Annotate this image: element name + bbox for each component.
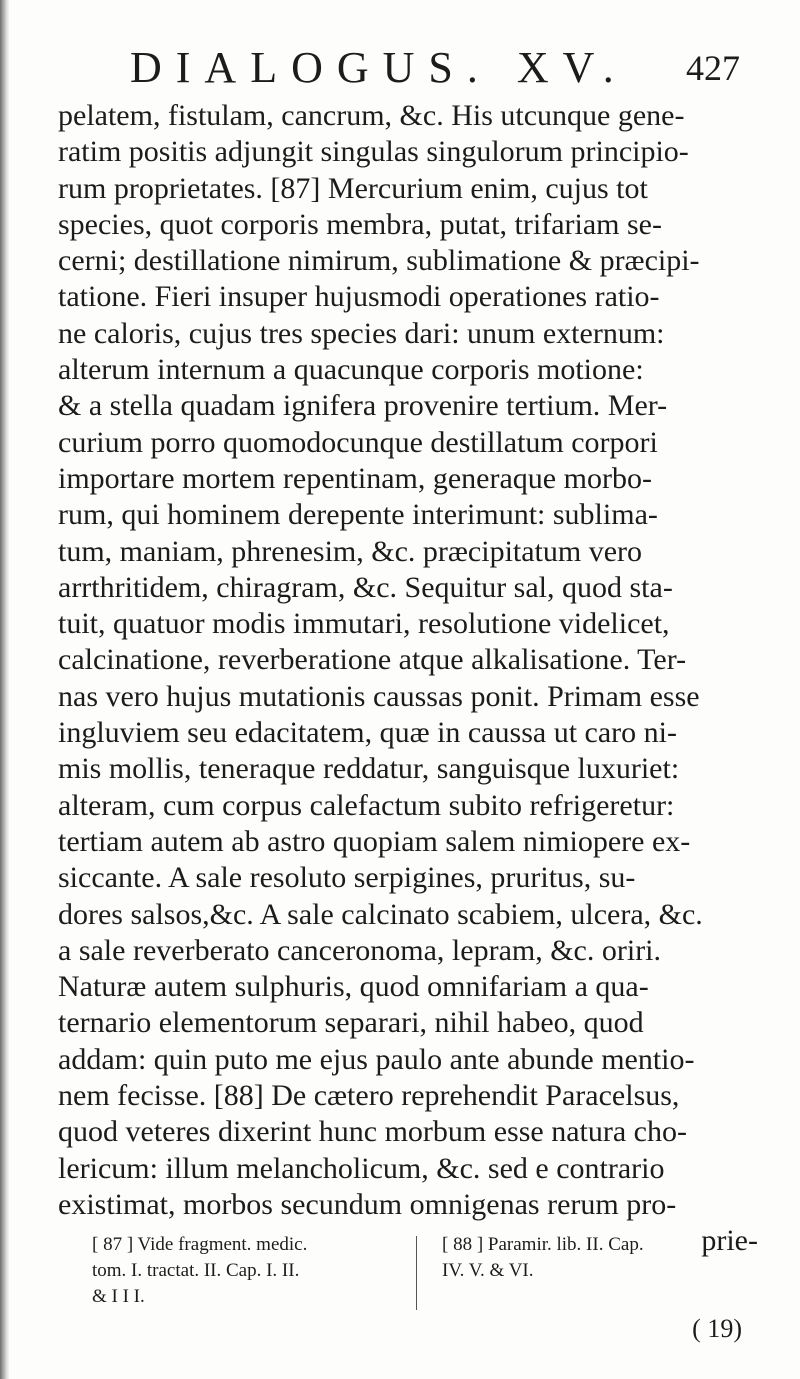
text-line: cerni; destillatione nimirum, sublimatione & præcipi- [58, 244, 700, 278]
page-header [130, 38, 740, 98]
text-line: quod veteres dixerint hunc morbum esse natura cho- [58, 1115, 687, 1149]
text-line: pelatem, fistulam, cancrum, &c. His utcunque gene- [58, 99, 685, 132]
text-line: alteram, cum corpus calefactum subito refrigeretur: [58, 788, 675, 822]
footnote-line: [ 87 ] Vide fragment. medic. [92, 1234, 308, 1255]
text-line: & a stella quadam ignifera provenire tertium. Mer- [58, 389, 668, 423]
text-line: a sale reverberato canceronoma, lepram, &c. oriri. [58, 933, 662, 967]
page-edge-shadow [0, 0, 9, 1379]
text-line: tum, maniam, phrenesim, &c. præcipitatum vero [58, 534, 643, 568]
text-line: rum, qui hominem derepente interimunt: sublima- [58, 498, 658, 532]
text-line: ingluviem seu edacitatem, quæ in caussa ut caro ni- [58, 716, 677, 750]
text-line: siccante. A sale resoluto serpigines, pruritus, su- [58, 861, 636, 895]
text-line: ratim positis adjungit singulas singulorum principio- [58, 135, 689, 169]
text-line: ne caloris, cujus tres species dari: unum externum: [58, 316, 665, 350]
text-line: addam: quin puto me ejus paulo ante abunde mentio- [58, 1042, 695, 1076]
text-line: ternario elementorum separari, nihil habeo, quod [58, 1006, 644, 1040]
text-line: mis mollis, teneraque reddatur, sanguisque luxuriet: [58, 752, 680, 786]
page-number: 427 [686, 48, 740, 88]
text-line: lericum: illum melancholicum, &c. sed e contrario [58, 1151, 665, 1185]
text-line: curium porro quomodocunque destillatum corpori [58, 425, 658, 459]
footnotes [62, 1232, 752, 1312]
text-line: nas vero hujus mutationis caussas ponit. Primam esse [58, 679, 700, 713]
footnote-line: [ 88 ] Paramir. lib. II. Cap. [442, 1234, 644, 1255]
catchword: prie- [701, 1224, 758, 1258]
footnote-line: IV. V. & VI. [442, 1260, 534, 1281]
footnote-87 [92, 1232, 422, 1310]
text-line: calcinatione, reverberatione atque alkalisatione. Ter- [58, 643, 687, 677]
text-line: rum proprietates. [87] Mercurium enim, cujus tot [58, 171, 648, 205]
text-line: species, quot corporis membra, putat, trifariam se- [58, 207, 662, 241]
text-line: Naturæ autem sulphuris, quod omnifariam a qua- [58, 970, 649, 1004]
footnote-divider [416, 1236, 417, 1310]
text-line: tatione. Fieri insuper hujusmodi operationes ratio- [58, 280, 660, 314]
text-line: alterum internum a quacunque corporis motione: [58, 353, 644, 387]
text-line: dores salsos,&c. A sale calcinato scabiem, ulcera, &c. [58, 897, 703, 931]
running-head: DIALOGUS. XV. [130, 43, 628, 92]
body-text [58, 98, 758, 1260]
footnote-line: tom. I. tractat. II. Cap. I. II. [92, 1260, 300, 1281]
text-line: importare mortem repentinam, generaque morbo- [58, 461, 652, 495]
signature-mark: ( 19) [692, 1314, 742, 1343]
footnote-line: & I I I. [92, 1286, 145, 1307]
text-line: nem fecisse. [88] De cætero reprehendit Paracelsus, [58, 1079, 680, 1113]
text-line: existimat, morbos secundum omnigenas rerum pro- [58, 1187, 677, 1221]
text-line: tertiam autem ab astro quopiam salem nimiopere ex- [58, 824, 691, 858]
text-line: arrthritidem, chiragram, &c. Sequitur sal, quod sta- [58, 570, 673, 604]
text-line: tuit, quatuor modis immutari, resolutione videlicet, [58, 607, 670, 641]
footnote-88 [442, 1232, 752, 1284]
